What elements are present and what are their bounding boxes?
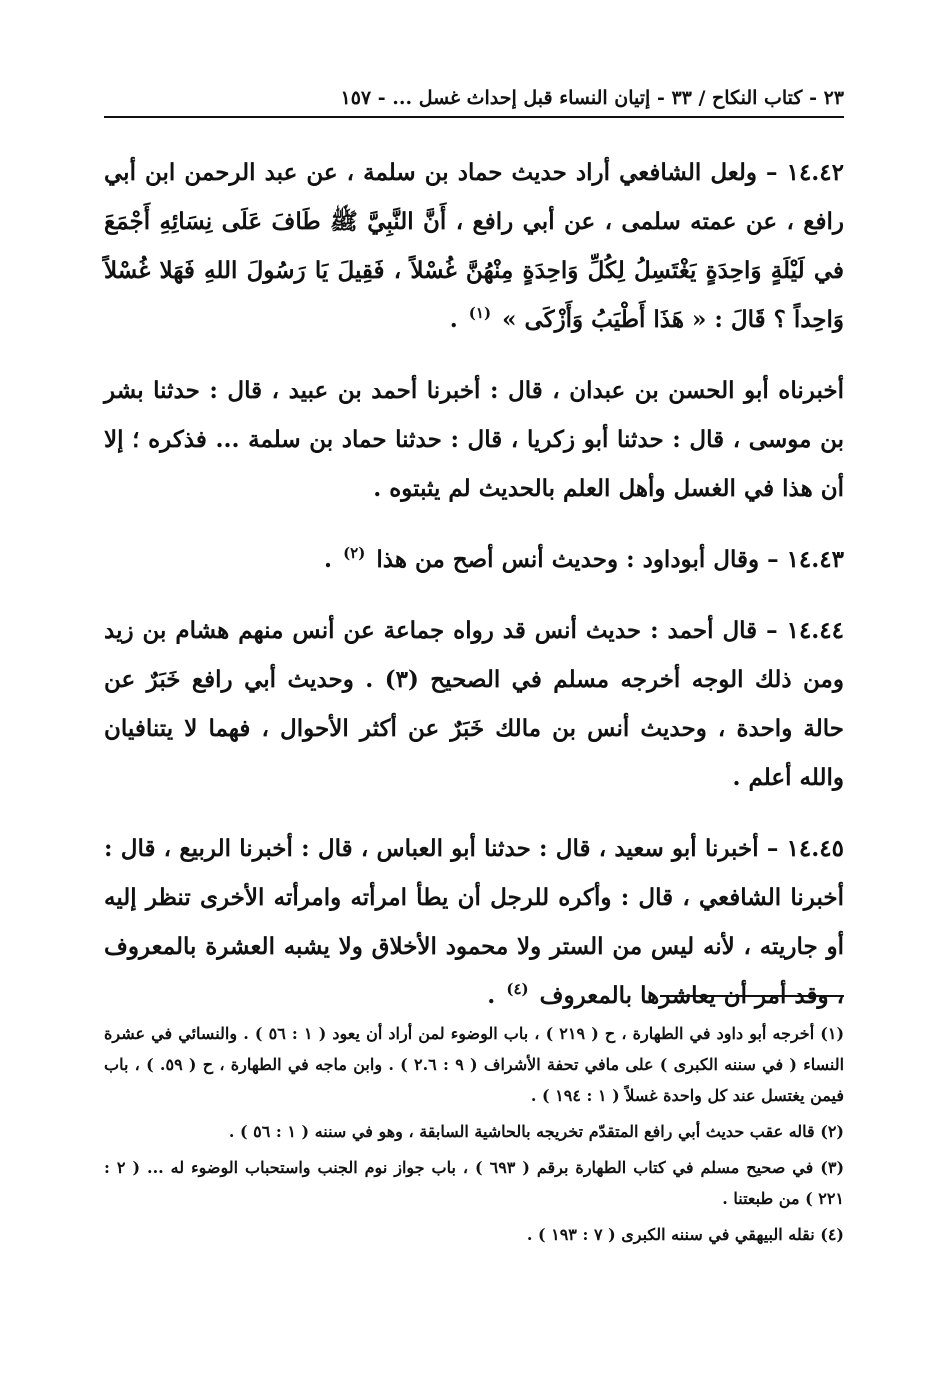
paragraph-text: ولعل الشافعي أراد حديث حماد بن سلمة ، عن عبد الرحمن ابن أبي رافع ، عن عمته سلمى ، عن أبي رافع ، أَنَّ النَّبِيَّ ﷺ طَافَ عَلَى نِسَائِهِ أَجْمَعَ في لَيْلَةٍ وَاحِدَةٍ يَغْتَسِلُ لِكُلِّ وَاحِدَةٍ مِنْهُنَّ غُسْلاً ، فَقِيلَ يَا رَسُولَ اللهِ فَهَلا غُسْلاً وَاحِداً ؟ قَالَ : « هَذَا أَطْيَبُ وَأَزْكَى » (104, 159, 844, 333)
number-separator: – (758, 835, 787, 862)
paragraph-14-43 (104, 535, 844, 584)
paragraph-number: ١٤.٤٣ (786, 546, 844, 573)
paragraph-number: ١٤.٤٢ (786, 159, 845, 186)
running-header (104, 84, 844, 118)
paragraph-text: قال أحمد : حديث أنس قد رواه جماعة عن أنس منهم هشام بن زيد ومن ذلك الوجه أخرجه مسلم في الصحيح (٣) . وحديث أبي رافع خَبَرٌ عن حالة واحدة ، وحديث أنس بن مالك خَبَرٌ عن أكثر الأحوال ، فهما لا يتنافيان والله أعلم . (104, 617, 844, 791)
main-text (104, 148, 844, 1042)
paragraph-text: أخبرنا أبو سعيد ، قال : حدثنا أبو العباس ، قال : أخبرنا الربيع ، قال : أخبرنا الشافعي ، قال : وأكره للرجل أن يطأ امرأته وامرأته الأخرى تنظر إليه أو جاريته ، لأنه ليس من الستر ولا محمود الأخلاق ولا يشبه العشرة بالمعروف ، وقد أمر أن يعاشرها بالمعروف (104, 835, 844, 1009)
number-separator: – (757, 617, 787, 644)
footnote-4: (٤) نقله البيهقي في سننه الكبرى ( ٧ : ١٩٣ ) . (526, 1225, 844, 1244)
paragraph-14-44 (104, 606, 844, 802)
paragraph-end: . (487, 982, 496, 1009)
footnote-ref: (٤) (506, 980, 529, 998)
paragraph-text: وقال أبوداود : وحديث أنس أصح من هذا (376, 546, 760, 573)
number-separator: – (756, 159, 787, 186)
footnote-ref: (٢) (343, 544, 366, 562)
footnote-2: (٢) قاله عقب حديث أبي رافع المتقدّم تخريجه بالحاشية السابقة ، وهو في سننه ( ١ : ٥٦ ) . (228, 1122, 844, 1141)
paragraph-isnad (104, 366, 844, 513)
number-separator: – (759, 546, 787, 573)
paragraph-end: . (324, 546, 333, 573)
paragraph-14-42 (104, 148, 844, 344)
footnotes (104, 1018, 844, 1255)
paragraph-end: . (449, 306, 458, 333)
footnote-3: (٣) في صحيح مسلم في كتاب الطهارة برقم ( ٦٩٣ ) ، باب جواز نوم الجنب واستحباب الوضوء له ... ( ٢ : ٢٢١ ) من طبعتنا . (104, 1158, 845, 1208)
paragraph-number: ١٤.٤٥ (786, 835, 844, 862)
paragraph-14-45 (104, 824, 844, 1020)
paragraph-number: ١٤.٤٤ (786, 617, 845, 644)
footnote-1: (١) أخرجه أبو داود في الطهارة ، ح ( ٢١٩ ) ، باب الوضوء لمن أراد أن يعود ( ١ : ٥٦ ) . والنسائي في عشرة النساء ( في سننه الكبرى ) على مافي تحفة الأشراف ( ٩ : ٢.٦ ) . وابن ماجه في الطهارة ، ح ( ٥٩. ) ، باب فيمن يغتسل عند كل واحدة غسلاً ( ١ : ١٩٤ ) . (104, 1024, 845, 1105)
paragraph-text: أخبرناه أبو الحسن بن عبدان ، قال : أخبرنا أحمد بن عبيد ، قال : حدثنا بشر بن موسى ، قال : حدثنا أبو زكريا ، قال : حدثنا حماد بن سلمة ... فذكره ؛ إلا أن هذا في الغسل وأهل العلم بالحديث لم يثبتوه . (104, 377, 844, 502)
footnote-ref: (١) (468, 304, 492, 322)
footnote-divider (660, 995, 844, 997)
running-header-text: ٢٣ - كتاب النكاح / ٣٣ - إتيان النساء قبل إحداث غسل ... - ١٥٧ (340, 87, 844, 109)
